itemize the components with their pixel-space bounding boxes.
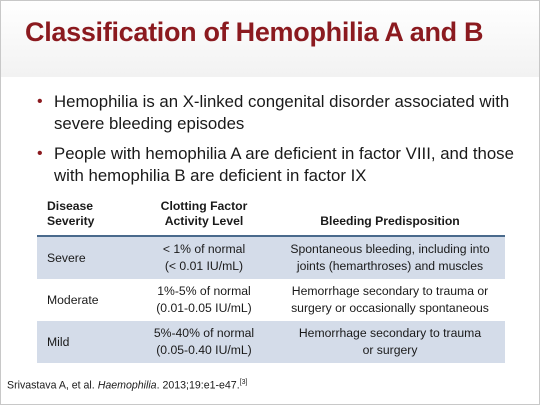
table-row: [37, 236, 505, 279]
bullet-item: [37, 143, 532, 187]
journal-name: Haemophilia: [97, 379, 157, 392]
bullet-list: [37, 91, 532, 195]
bullet-text: People with hemophilia A are deficient in factor VIII, and those with hemophilia B are deficient in factor IX: [54, 144, 514, 185]
header-clotting-factor: Clotting Factor Activity Level: [133, 197, 275, 236]
slide-title: Classification of Hemophilia A and B: [25, 17, 484, 47]
bleeding-cell: Hemorrhage secondary to trauma or surgery: [275, 321, 505, 363]
bleeding-cell: Spontaneous bleeding, including into joints (hemarthroses) and muscles: [275, 236, 505, 279]
severity-table: [37, 197, 505, 363]
header-bleeding-predisposition: Bleeding Predisposition: [275, 197, 505, 236]
header-disease-severity: Disease Severity: [37, 197, 133, 236]
bullet-item: [37, 91, 532, 135]
bullet-icon: •: [37, 93, 43, 110]
severity-cell: Moderate: [47, 292, 99, 307]
table-row: [37, 321, 505, 363]
activity-cell: 5%-40% of normal (0.05-0.40 IU/mL): [133, 321, 275, 363]
citation: Srivastava A, et al. Haemophilia. 2013;19:e1-e47.[3]: [7, 379, 248, 392]
table-row: [37, 279, 505, 321]
severity-cell: Severe: [37, 236, 133, 279]
reference-number: [3]: [239, 379, 248, 386]
bleeding-cell: Hemorrhage secondary to trauma or surgery or occasionally spontaneous: [291, 284, 489, 315]
severity-cell: Mild: [37, 321, 133, 363]
activity-cell: < 1% of normal (< 0.01 IU/mL): [133, 236, 275, 279]
bullet-text: Hemophilia is an X-linked congenital disorder associated with severe bleeding episodes: [54, 92, 510, 133]
bullet-icon: •: [37, 145, 43, 162]
activity-cell: 1%-5% of normal (0.01-0.05 IU/mL): [156, 284, 252, 315]
table-header-row: [37, 197, 505, 236]
